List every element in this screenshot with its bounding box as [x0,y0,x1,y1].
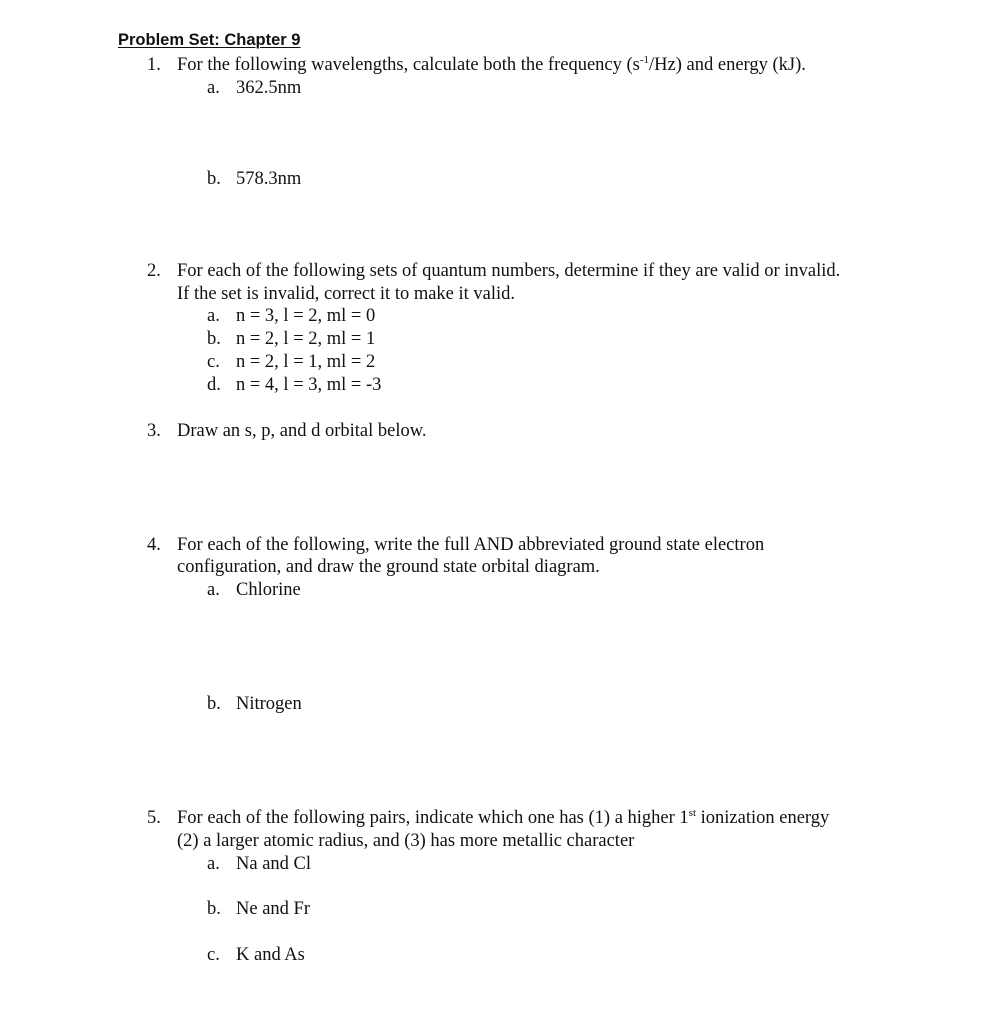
sub-item-text: K and As [236,945,305,965]
sub-item-letter: b. [207,694,221,714]
sub-item-text: n = 2, l = 1, ml = 2 [236,352,376,372]
sub-item-letter: d. [207,375,221,395]
question-number: 3. [147,421,161,441]
sub-item-text: Chlorine [236,580,301,600]
question-number: 1. [147,55,161,75]
question-text: For the following wavelengths, calculate both the frequency $(s^{-1}/Hz)$ and energy (kJ). [177,54,806,75]
sub-item-letter: a. [207,854,220,874]
sub-item-text: Nitrogen [236,694,302,714]
sub-item-text: Na and Cl [236,854,312,874]
question-text: configuration, and draw the ground state orbital diagram. [177,557,600,577]
question-text: For each of the following pairs, indicate which one has (1) a higher 1st ionization energy [177,807,830,828]
sub-item-letter: b. [207,329,221,349]
sub-item-text: n = 4, l = 3, ml = -3 [236,375,382,395]
sub-item-letter: b. [207,899,221,919]
question-number: 5. [147,808,161,828]
question-text: If the set is invalid, correct it to make it valid. [177,284,516,304]
sub-item-text: 578.3nm [236,169,302,189]
question-number: 4. [147,535,161,555]
sub-item-letter: c. [207,945,220,965]
sub-item-letter: a. [207,580,220,600]
question-text: (2) a larger atomic radius, and (3) has more metallic character [177,831,635,851]
question-text: For each of the following, write the full AND abbreviated ground state electron [177,535,765,555]
sub-item-letter: c. [207,352,220,372]
sub-item-text: 362.5nm [236,78,302,98]
sub-item-letter: a. [207,78,220,98]
sub-item-text: Ne and Fr [236,899,310,919]
sub-item-text: n = 2, l = 2, ml = 1 [236,329,376,349]
question-number: 2. [147,261,161,281]
page-title: Problem Set: Chapter 9 [118,31,301,49]
question-text: Draw an s, p, and d orbital below. [177,421,427,441]
sub-item-text: n = 3, l = 2, ml = 0 [236,306,376,326]
question-text: For each of the following sets of quantum numbers, determine if they are valid or invalid. [177,261,841,281]
sub-item-letter: b. [207,169,221,189]
sub-item-letter: a. [207,306,220,326]
